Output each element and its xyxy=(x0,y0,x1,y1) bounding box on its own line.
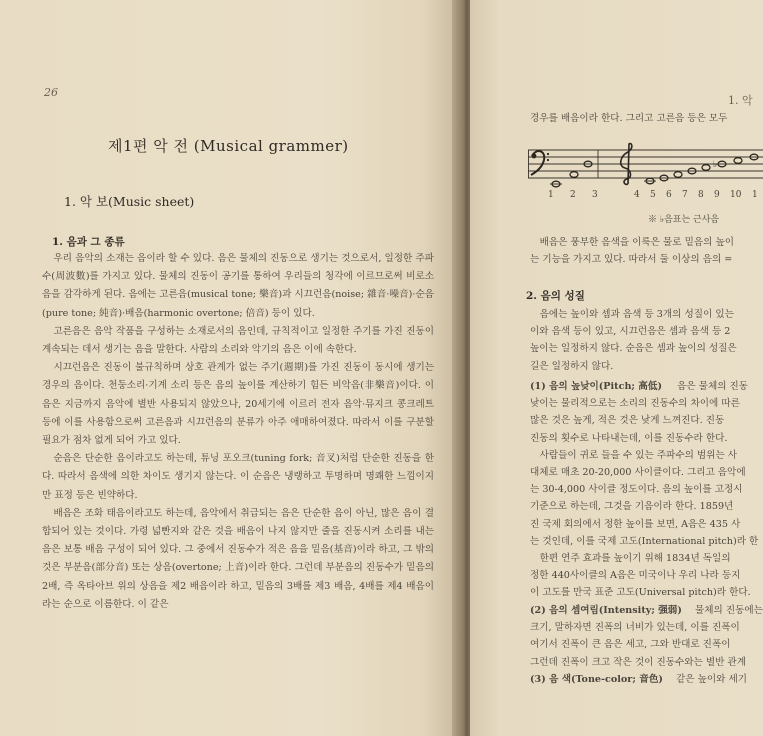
text-line: 한편 연주 효과를 높이기 위해 1834년 독일의 xyxy=(539,553,731,565)
page-number: 26 xyxy=(44,86,58,99)
harmonic-number: 5 xyxy=(650,190,656,200)
timbre-title: (3) 음 색(Tone-color; 音色) xyxy=(530,673,663,685)
subsection-title: 2. 음의 성질 xyxy=(526,290,585,302)
intensity-section xyxy=(530,602,763,688)
harmonic-number: 8 xyxy=(698,190,704,200)
intensity-title-tail: 물체의 진동에는 xyxy=(695,605,763,616)
svg-text:♭: ♭ xyxy=(713,160,718,170)
text-line: 음에는 높이와 셈과 음색 등 3개의 성질이 있는 xyxy=(539,309,734,320)
left-body-text xyxy=(42,250,434,614)
harmonic-number: 1 xyxy=(752,190,758,200)
right-page xyxy=(470,0,763,736)
harmonic-number: 1 xyxy=(548,190,554,200)
harmonic-series-staff xyxy=(528,140,763,235)
harmonic-number: 10 xyxy=(730,190,742,200)
intensity-heading-line xyxy=(530,602,763,619)
intensity-title: (2) 음의 셈여림(Intensity; 强弱) xyxy=(530,605,682,616)
pitch-heading-line xyxy=(530,378,763,395)
after-staff-text xyxy=(530,234,763,268)
text-line: 진동의 횟수로 나타내는데, 이를 진동수라 한다. xyxy=(530,432,728,444)
harmonic-number: 9 xyxy=(714,190,720,200)
paragraph: 시끄런음은 진동이 불규칙하며 상호 관계가 없는 주기(週期)를 가진 진동이 동시에 생기는 경우의 음이다. 천둥소리·기계 소리 등은 음의 높이를 계산하기 힘든 비악음(非樂音)이다. 이 음은 지금까지 음악에 별반 사용되지 않았으나, 20세기에 이르러 전자 음악·뮤지크 콩크레트 등에 이를 사용함으로써 고른음과 시끄런음의 분류가 아주 애매하여졌다. 따라서 이를 구분할 필요가 점차 없게 되어 가고 있다. xyxy=(42,362,434,447)
text-line: 높이는 일정하지 않다. 순음은 셈과 높이의 성질은 xyxy=(530,343,737,355)
paragraph: 고른음은 음악 작품을 구성하는 소재로서의 음인데, 규칙적이고 일정한 주기를 가진 진동이 계속되는 데서 생기는 음을 말한다. 사람의 소리와 악기의 음은 이에 속한다. xyxy=(42,325,434,356)
text-line: 는 30-4,000 사이클 정도이다. 음의 높이를 고정시 xyxy=(530,484,743,496)
text-line: 는 것인데, 이를 국제 고도(International pitch)라 한 xyxy=(530,535,759,547)
running-head: 1. 악 xyxy=(728,94,753,107)
section-title: 1. 악 보(Music sheet) xyxy=(64,194,195,209)
text-line: 낮이는 물리적으로는 소리의 진동수의 차이에 따른 xyxy=(530,398,740,410)
text-line: 배음은 풍부한 음색을 이룩은 물로 밑음의 높이 xyxy=(539,237,734,248)
pitch-title-tail: 음은 물체의 진동 xyxy=(677,381,749,392)
text-line: 이와 음색 등이 있고, 시끄런음은 셈과 음색 등 2 xyxy=(530,326,731,338)
pitch-section xyxy=(530,378,763,602)
harmonic-number: 2 xyxy=(570,190,576,200)
text-line: 사람들이 귀로 들을 수 있는 주파수의 범위는 사 xyxy=(539,449,738,461)
harmonic-number: 7 xyxy=(682,190,688,200)
staff-caption: ※ ♭음표는 근사음 xyxy=(648,215,720,225)
text-line: 정한 440사이클의 A음은 미국이나 우리 나라 등지 xyxy=(530,570,741,582)
harmonic-number: 6 xyxy=(666,190,672,200)
text-line: 이 고도를 만국 표준 고도(Universal pitch)라 한다. xyxy=(530,587,751,599)
text-line: 그런데 진폭이 크고 작은 것이 진동수와는 별반 관계 xyxy=(530,656,746,668)
text-line: 대체로 매초 20-20,000 사이클이다. 그리고 음악에 xyxy=(530,467,746,479)
timbre-heading-line xyxy=(530,671,763,688)
text-line: 많은 것은 높게, 적은 것은 낮게 느껴진다. 진동 xyxy=(530,415,725,427)
harmonic-number: 4 xyxy=(634,190,640,200)
part-title: 제1편 악 전 (Musical grammer) xyxy=(108,137,349,155)
qualities-text xyxy=(530,306,763,375)
paragraph: 배음은 조화 태음이라고도 하는데, 음악에서 취급되는 음은 단순한 음이 아닌, 많은 음이 결합되어 있는 것이다. 가령 넓빤지와 같은 것을 배음이 나지 않지만 줄을 진동시켜 소리를 내는 음은 보통 배음 구성이 되어 있다. 그 중에서 진동수가 적은 음을 밑음(基音)이라 하고, 그 밖의 것은 부분음(部分音) 또는 상음(overtone; 上音)이라 한다. 그런데 부분음의 진동수가 밑음의 2배, 즉 옥타아브 위의 상음을 제2 배음이라 하고, 밑음의 3배를 제3 배음, 4배를 제4 배음이라는 순으로 이름한다. 이 같은 xyxy=(42,507,434,610)
timbre-title-tail: 같은 높이와 세기 xyxy=(676,673,747,685)
paragraph: 순음은 단순한 음이라고도 하는데, 튜닝 포오크(tuning fork; 音叉)처럼 단순한 진동을 한다. 따라서 음색에 의한 차이도 생기지 않는다. 이 순음은 냉랭하고 투명하며 명쾌한 느낌이지만 표정 등은 빈약하다. xyxy=(42,453,434,501)
text-line: 기준으로 하는데, 그것을 기음이라 한다. 1859년 xyxy=(530,501,734,513)
text-line: 길은 일정하지 않다. xyxy=(530,360,614,372)
text-line: 는 기능을 가지고 있다. 따라서 둘 이상의 음의 = xyxy=(530,254,733,266)
staff-svg xyxy=(528,140,763,235)
text-line: 크기, 말하자면 진폭의 너비가 있는데, 이를 진폭이 xyxy=(530,622,740,634)
paragraph: 우리 음악의 소재는 음이라 할 수 있다. 음은 물체의 진동으로 생기는 것으로서, 일정한 주파수(周波數)를 가지고 있다. 물체의 진동이 공기를 통하여 우리들의 청각에 이르므로써 비로소 음을 감각하게 된다. 음에는 고른음(musical tone; 樂音)과 시끄런음(noise; 雜音·噪音)·순음(pure tone; 純音)·배음(harmonic overtone; 倍音) 등이 있다. xyxy=(42,253,434,319)
harmonic-number: 3 xyxy=(592,190,598,200)
text-line: 경우를 배음이라 한다. 그리고 고른음 등은 모두 xyxy=(530,113,728,124)
subsection-title: 1. 음과 그 종류 xyxy=(52,236,125,248)
pitch-title: (1) 음의 높낮이(Pitch; 高低) xyxy=(530,381,663,392)
text-line: 여기서 진폭이 큰 음은 세고, 그와 반대로 진폭이 xyxy=(530,639,731,651)
text-line: 진 국제 회의에서 정한 높이를 보면, A음은 435 사 xyxy=(530,518,741,530)
right-top-line xyxy=(530,110,763,127)
